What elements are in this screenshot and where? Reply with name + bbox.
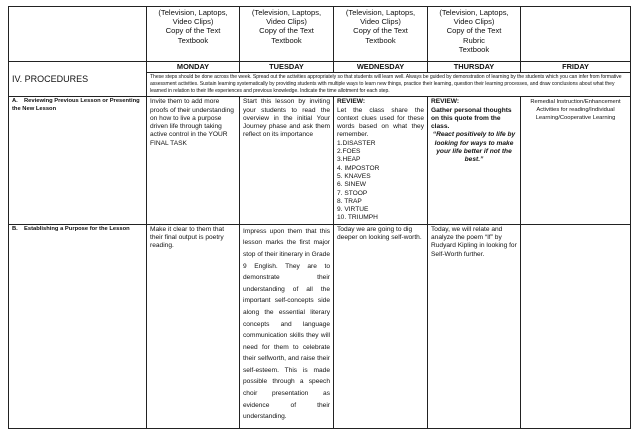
lesson-plan-page xyxy=(8,6,630,421)
row-a-friday: Remedial Instruction/Enhancement Activities for reading/Individual Learning/Cooperative Learning xyxy=(521,97,631,224)
list-item: 5. KNAVES xyxy=(337,172,371,180)
row-a-label: A. Reviewing Previous Lesson or Presenting the New Lesson xyxy=(9,97,147,224)
wed-review-text: Let the class share the context clues used for these words based on what they remember. xyxy=(337,106,424,139)
thu-review-text: Gather personal thoughts on this quote from the class. xyxy=(431,106,512,131)
materials-row xyxy=(9,7,631,62)
thu-review-title: REVIEW: xyxy=(431,98,460,106)
procedures-days-row xyxy=(9,62,631,73)
vocabulary-list xyxy=(337,140,424,223)
row-a-tuesday: Start this lesson by inviting your students to read the overview in the initial Your Journey phase and ask them reflect on its importance xyxy=(240,97,334,224)
row-b-label: B. Establishing a Purpose for the Lesson xyxy=(9,224,147,428)
list-item: 3.HEAP xyxy=(337,156,361,164)
row-reviewing-lesson xyxy=(9,97,631,224)
wed-review-title: REVIEW: xyxy=(337,98,366,106)
lesson-plan-table xyxy=(8,6,631,429)
day-monday: MONDAY xyxy=(147,62,240,73)
materials-monday: (Television, Laptops, Video Clips) Copy of the Text Textbook xyxy=(147,7,240,62)
materials-friday xyxy=(521,7,631,62)
materials-thursday: (Television, Laptops, Video Clips) Copy of the Text Rubric Textbook xyxy=(428,7,521,62)
row-a-thursday xyxy=(428,97,521,224)
day-tuesday: TUESDAY xyxy=(240,62,334,73)
row-b-monday: Make it clear to them that their final output is poetry reading. xyxy=(147,224,240,428)
day-friday: FRIDAY xyxy=(521,62,631,73)
row-establishing-purpose xyxy=(9,224,631,428)
list-item: 10. TRIUMPH xyxy=(337,214,378,222)
materials-tuesday: (Television, Laptops, Video Clips) Copy of the Text Textbook xyxy=(240,7,334,62)
day-wednesday: WEDNESDAY xyxy=(334,62,428,73)
row-b-friday xyxy=(521,224,631,428)
list-item: 7. STOOP xyxy=(337,189,368,197)
thu-quote: “React positively to life by looking for ways to make your life better if not the best.” xyxy=(432,131,516,164)
list-item: 8. TRAP xyxy=(337,197,362,205)
row-b-thursday: Today, we will relate and analyze the poem “If” by Rudyard Kipling in looking for Self-Worth further. xyxy=(428,224,521,428)
day-thursday: THURSDAY xyxy=(428,62,521,73)
row-b-tuesday: Impress upon them that this lesson marks the first major stop of their itinerary in Grade 9 English. They are to demonstrate their understanding of all the important self-concepts side along the essential literary concepts and language communication skills they will need for them to celebrate their selfworth, and raise their self-esteem. This is made possible through a speech choir presentation as evidence of their understanding. xyxy=(240,224,334,428)
materials-label-cell xyxy=(9,7,147,62)
row-a-wednesday xyxy=(334,97,428,224)
list-item: 6. SINEW xyxy=(337,181,366,189)
list-item: 2.FOES xyxy=(337,148,361,156)
row-b-wednesday: Today we are going to dig deeper on looking self-worth. xyxy=(334,224,428,428)
list-item: 9. VIRTUE xyxy=(337,206,369,214)
list-item: 1.DISASTER xyxy=(337,139,376,147)
row-a-monday: Invite them to add more proofs of their understanding on how to live a purpose driven life through taking active control in the YOUR FINAL TASK xyxy=(147,97,240,224)
procedures-label: IV. PROCEDURES xyxy=(9,62,147,97)
list-item: 4. IMPOSTOR xyxy=(337,164,380,172)
materials-wednesday: (Television, Laptops, Video Clips) Copy of the Text Textbook xyxy=(334,7,428,62)
procedures-note: These steps should be done across the week. Spread out the activities appropriately so that students will learn well. Always be guided by demonstration of learning by the students which you can infer from formative assessment activities. Sustain learning systematically by providing students with multiple ways to learn new things, practice their learning, question their learning processes, and draw conclusions about what they learned in relation to their life experiences and previous knowledge. Indicate the time allotment for each step. xyxy=(147,73,631,97)
